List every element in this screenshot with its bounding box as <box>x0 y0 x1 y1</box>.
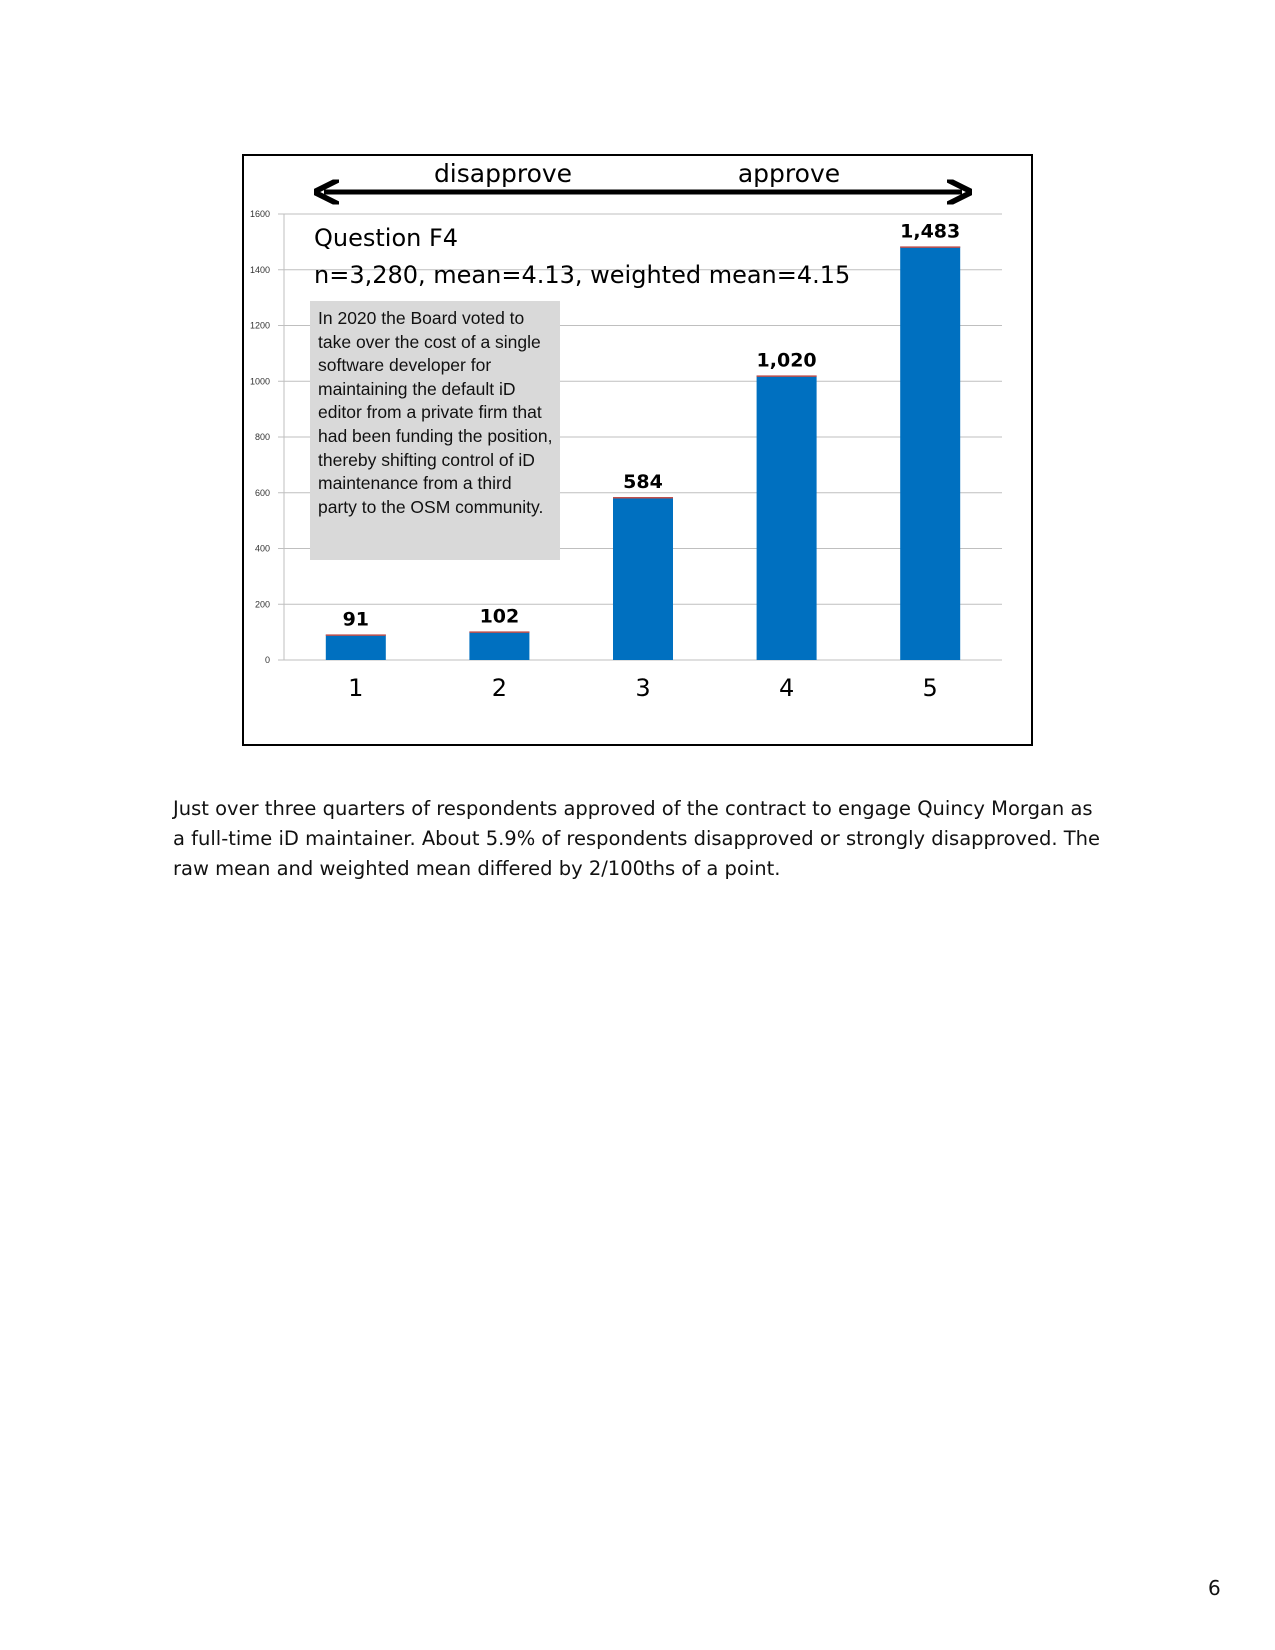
x-axis-categories <box>348 674 938 702</box>
approve-label: approve <box>737 159 841 188</box>
page-number: 6 <box>1208 1576 1221 1600</box>
bar <box>613 497 673 660</box>
x-category-label: 3 <box>635 674 651 702</box>
data-label: 584 <box>623 471 663 494</box>
y-tick-label: 0 <box>264 655 270 665</box>
x-category-label: 2 <box>491 674 508 702</box>
y-tick-label: 800 <box>254 432 270 442</box>
x-category-label: 5 <box>922 674 938 702</box>
bar <box>469 632 529 660</box>
data-label: 102 <box>479 605 520 628</box>
x-category-label: 1 <box>348 674 364 702</box>
y-tick-label: 200 <box>254 599 270 610</box>
bar <box>757 376 817 660</box>
caption-text: Just over three quarters of respondents approved of the contract to engage Quincy Morgan as a full-time iD maintainer. About 5.9% of respondents disapproved or strongly disapproved. The raw mean and weighted mean differed by 2/100ths of a point. <box>173 797 1100 880</box>
bar <box>326 635 386 660</box>
y-tick-label: 1600 <box>249 209 270 219</box>
data-label: 91 <box>342 608 370 631</box>
annotation-box <box>310 301 560 560</box>
y-tick-label: 1000 <box>249 376 270 387</box>
y-tick-label: 1200 <box>249 320 270 331</box>
y-axis-ticks <box>250 209 270 665</box>
chart-frame <box>242 154 1033 746</box>
data-label: 1,020 <box>756 349 817 372</box>
y-tick-label: 1400 <box>249 264 270 275</box>
bar <box>900 247 960 660</box>
chart-title: Question F4 <box>314 224 459 252</box>
annotation-text: In 2020 the Board voted to take over the cost of a single software developer for maintaining the default iD editor from a private firm that had been funding the position, thereby shifting control of iD maintenance from a third party to the OSM community. <box>318 308 553 517</box>
chart-subtitle: n=3,280, mean=4.13, weighted mean=4.15 <box>314 261 851 289</box>
data-label: 1,483 <box>900 220 961 243</box>
y-tick-label: 400 <box>254 543 270 554</box>
x-category-label: 4 <box>778 674 795 702</box>
disapprove-label: disapprove <box>433 159 573 188</box>
y-tick-label: 600 <box>254 487 270 498</box>
